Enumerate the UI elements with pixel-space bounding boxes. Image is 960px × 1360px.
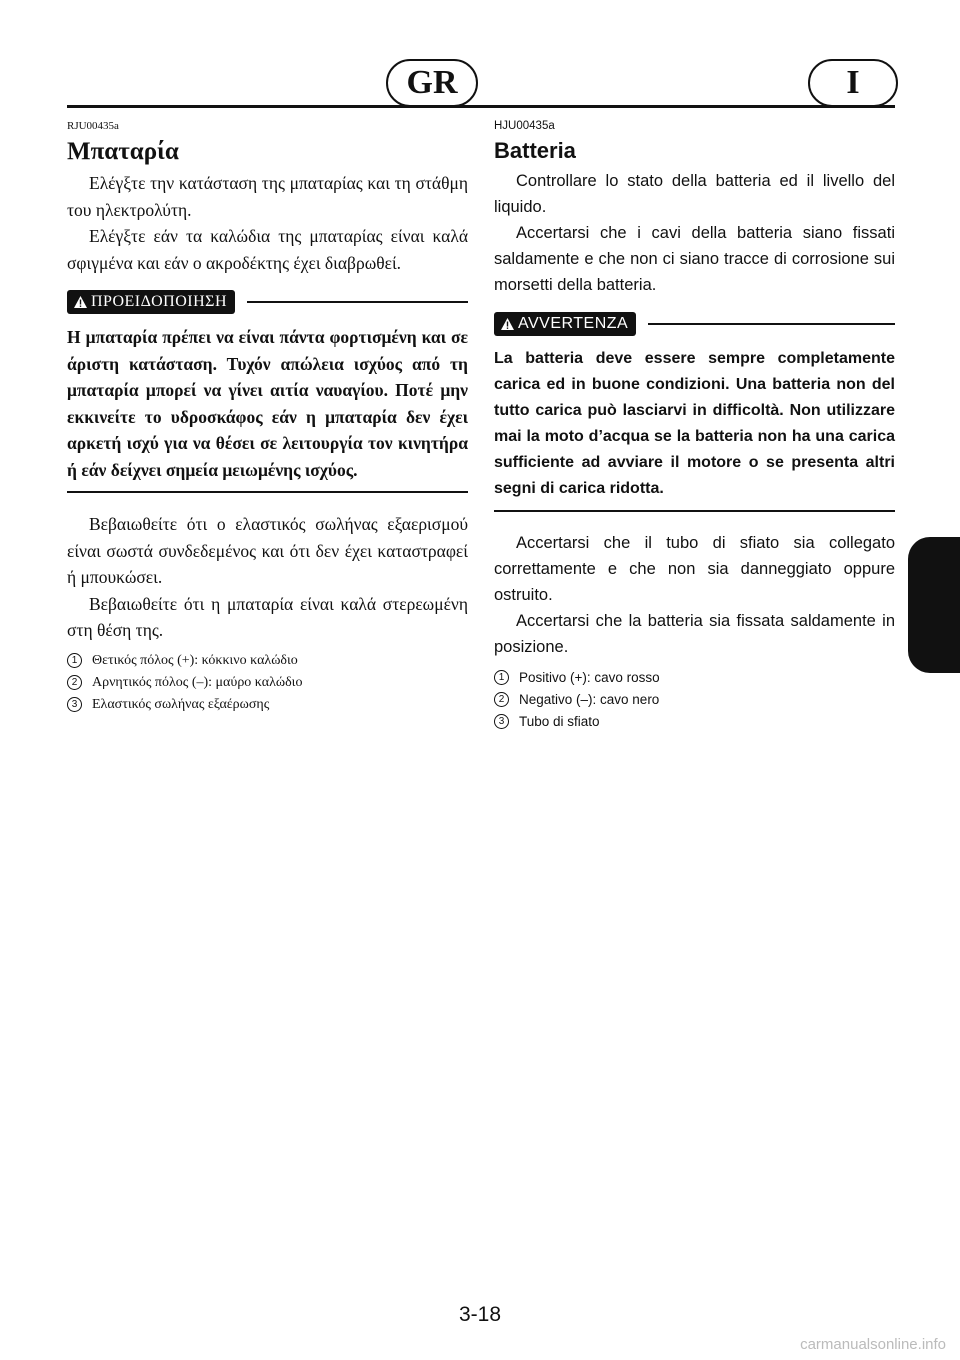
language-badge-it: I xyxy=(808,59,898,107)
legend-text: Tubo di sfiato xyxy=(519,713,600,729)
legend-number: 2 xyxy=(67,675,82,690)
paragraph: Ελέγξτε την κατάσταση της μπαταρίας και τη στάθμη του ηλεκτρολύτη. xyxy=(67,173,468,220)
warning-text: Η μπαταρία πρέπει να είναι πάντα φορτισμένη και σε άριστη κατάσταση. Τυχόν απώλεια ισχύος από τη μπαταρία μπορεί να γίνει αιτία ναυαγίου. Ποτέ μην εκκινείτε το υδροσκάφος εάν η μπαταρία δεν έχει αρκετή ισχύ για να θέσει σε λειτουργία τον κινητήρα ή εάν δείχνει σημεία μειωμένης ισχύος. xyxy=(67,324,468,493)
legend-item xyxy=(494,688,895,710)
paragraph: Accertarsi che i cavi della batteria siano fissati saldamente e che non ci siano tracce di corrosione sui morsetti della batteria. xyxy=(494,224,895,294)
warning-rule xyxy=(247,301,468,303)
paragraph: Controllare lo stato della batteria ed il livello del liquido. xyxy=(494,172,895,216)
legend-item xyxy=(67,694,468,716)
watermark: carmanualsonline.info xyxy=(800,1336,946,1353)
legend-number: 3 xyxy=(67,697,82,712)
section-code: RJU00435a xyxy=(67,120,119,132)
legend-text: Αρνητικός πόλος (–): μαύρο καλώδιο xyxy=(92,674,303,690)
legend-number: 1 xyxy=(67,653,82,668)
legend-item xyxy=(494,666,895,688)
legend-number: 1 xyxy=(494,670,509,685)
paragraph: Βεβαιωθείτε ότι ο ελαστικός σωλήνας εξαερισμού είναι σωστά συνδεδεμένος και ότι δεν έχει καταστραφεί ή μπουκώσει. xyxy=(67,514,468,587)
paragraph: Ελέγξτε εάν τα καλώδια της μπαταρίας είναι καλά σφιγμένα και εάν ο ακροδέκτης έχει διαβρωθεί. xyxy=(67,226,468,273)
section-code: HJU00435a xyxy=(494,120,555,132)
legend-text: Negativo (–): cavo nero xyxy=(519,691,660,707)
warning-badge xyxy=(494,312,636,336)
legend-text: Θετικός πόλος (+): κόκκινο καλώδιο xyxy=(92,652,298,668)
legend-item xyxy=(67,650,468,672)
warning-badge xyxy=(67,290,235,314)
warning-label: ΠΡΟΕΙΔΟΠΟΙΗΣΗ xyxy=(91,293,228,310)
legend-number: 2 xyxy=(494,692,509,707)
legend-text: Positivo (+): cavo rosso xyxy=(519,669,660,685)
legend-text: Ελαστικός σωλήνας εξαέρωσης xyxy=(92,696,270,712)
warning-text: La batteria deve essere sempre completamente carica ed in buone condizioni. Una batteria non del tutto carica può lasciarvi in difficoltà. Non utilizzare mai la moto d’acqua se la batteria non ha una carica sufficiente ad avviare il motore o se presenta altri segni di carica ridotta. xyxy=(494,346,895,512)
paragraph: Accertarsi che la batteria sia fissata saldamente in posizione. xyxy=(494,612,895,656)
figure-legend xyxy=(67,650,468,716)
section-title: Μπαταρία xyxy=(67,138,179,165)
warning-header xyxy=(494,312,895,336)
paragraph: Βεβαιωθείτε ότι η μπαταρία είναι καλά στερεωμένη στη θέση της. xyxy=(67,593,468,640)
header-rule xyxy=(67,105,895,108)
figure-legend xyxy=(494,666,895,732)
warning-header xyxy=(67,290,468,314)
warning-triangle-icon xyxy=(500,317,515,331)
section-title: Batteria xyxy=(494,138,576,163)
italian-column xyxy=(494,120,895,732)
legend-number: 3 xyxy=(494,714,509,729)
warning-rule xyxy=(648,323,895,325)
warning-label: AVVERTENZA xyxy=(518,315,629,332)
legend-item xyxy=(494,710,895,732)
page-number: 3-18 xyxy=(458,1303,502,1326)
paragraph: Accertarsi che il tubo di sfiato sia collegato correttamente e che non sia danneggiato oppure ostruito. xyxy=(494,534,895,604)
language-badge-gr: GR xyxy=(386,59,478,107)
legend-item xyxy=(67,672,468,694)
greek-column xyxy=(67,120,468,716)
chapter-side-tab xyxy=(908,537,960,673)
warning-triangle-icon xyxy=(73,295,88,309)
